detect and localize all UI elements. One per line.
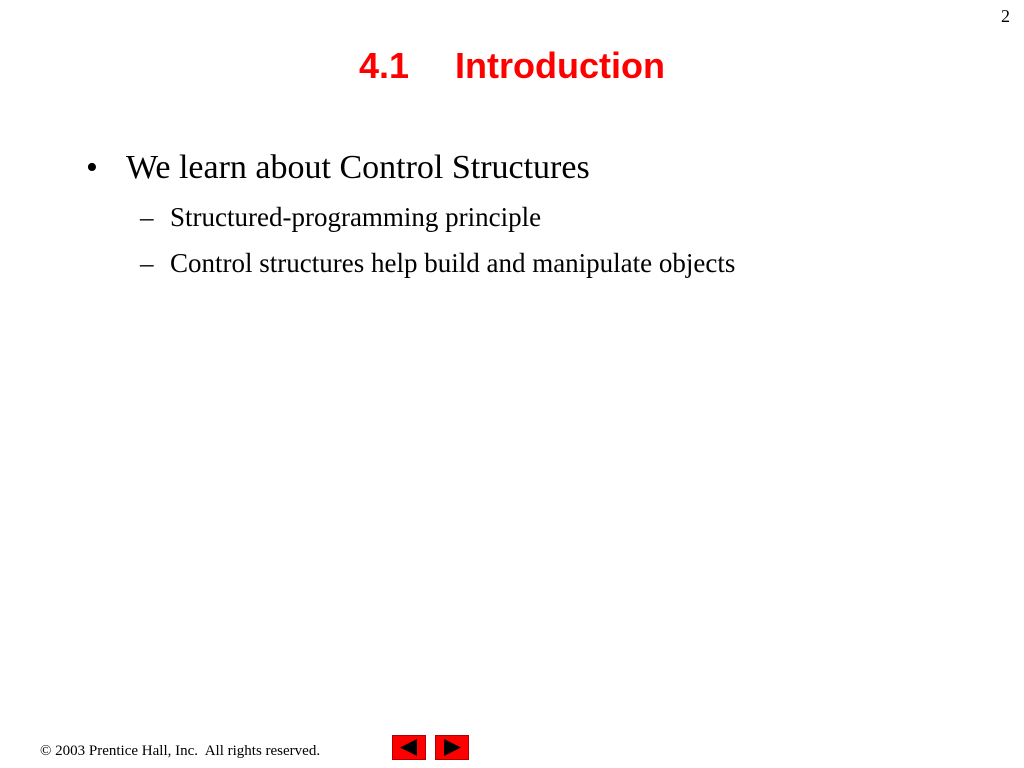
sub-bullet-text: Control structures help build and manipulate objects bbox=[170, 248, 736, 278]
triangle-right-icon bbox=[436, 736, 468, 759]
section-number: 4.1 bbox=[359, 45, 410, 86]
copyright-footer: © 2003 Prentice Hall, Inc. All rights reserved. bbox=[40, 743, 321, 759]
triangle-left-icon bbox=[393, 736, 425, 759]
bullet-marker: • bbox=[86, 149, 98, 186]
page-number: 2 bbox=[1001, 6, 1010, 26]
slide-content bbox=[86, 146, 986, 281]
bullet-text: We learn about Control Structures bbox=[126, 149, 590, 186]
next-slide-button[interactable] bbox=[435, 735, 469, 760]
sub-bullet-marker: – bbox=[140, 248, 154, 278]
sub-bullet-item bbox=[140, 245, 986, 281]
previous-slide-button[interactable] bbox=[392, 735, 426, 760]
section-title: Introduction bbox=[455, 45, 665, 86]
sub-bullet-item bbox=[140, 199, 986, 235]
sub-bullet-marker: – bbox=[140, 202, 154, 232]
bullet-item bbox=[86, 146, 986, 190]
slide-title bbox=[0, 44, 1024, 88]
sub-bullet-text: Structured-programming principle bbox=[170, 202, 542, 232]
